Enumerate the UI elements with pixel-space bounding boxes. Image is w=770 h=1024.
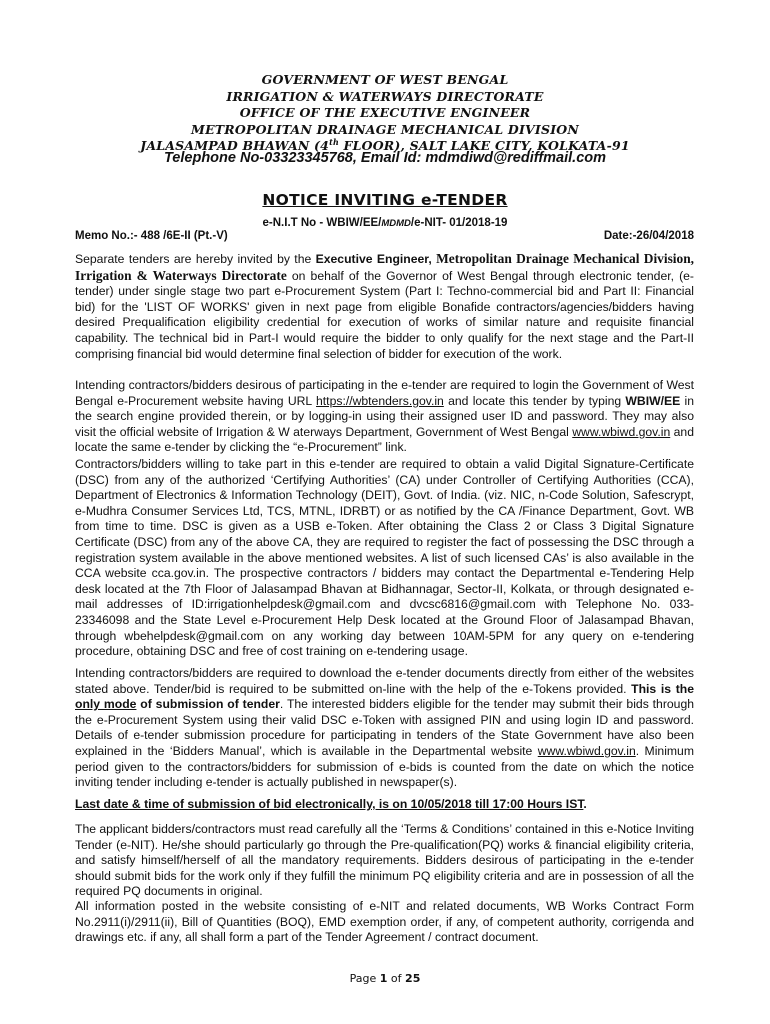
notice-title: NOTICE INVITING e-TENDER bbox=[262, 191, 508, 209]
page-total: 25 bbox=[405, 972, 421, 985]
p4-only-mode: only mode bbox=[75, 697, 137, 712]
wbiwd-link[interactable]: www.wbiwd.gov.in bbox=[572, 424, 671, 439]
p2-text-b: and locate this tender by typing bbox=[443, 393, 626, 408]
p4-text-c: . The interested bidders eligible for the tender may submit their bids through the e-Procurement System using their valid DSC e-Token with assigned PIN and using login ID and password. Details of e-tender submission procedure for participating in tenders of the State Government have also been explained in the ‘Bidders Manual’, which is available in the Departmental website bbox=[75, 697, 694, 758]
enit-part2: /e-NIT- 01/2018-19 bbox=[410, 217, 508, 229]
p4-text-a: Intending contractors/bidders are required to download the e-tender documents directly from either of the websites stated above. Tender/bid is required to be submitted on-line with the help of the e-Tokens provided. bbox=[75, 666, 694, 696]
page-label: Page bbox=[349, 972, 380, 985]
enit-part1: e-N.I.T No - WBIW/EE/ bbox=[262, 217, 382, 229]
last-date-period: . bbox=[583, 797, 587, 811]
p2-text-d: and locate the same e-tender by clicking the “e-Procurement” link. bbox=[75, 424, 694, 455]
header-address-part1: JALASAMPAD BHAWAN (4 bbox=[140, 138, 330, 154]
page-number: 1 bbox=[379, 972, 388, 985]
header-directorate: IRRIGATION & WATERWAYS DIRECTORATE bbox=[226, 89, 544, 104]
memo-date: Date:-26/04/2018 bbox=[603, 230, 694, 242]
enit-number bbox=[0, 217, 770, 229]
paragraph-dsc bbox=[75, 457, 694, 660]
paragraph-information bbox=[75, 899, 694, 946]
p1-text-a: Separate tenders are hereby invited by the bbox=[75, 252, 316, 266]
header-government: GOVERNMENT OF WEST BENGAL bbox=[261, 72, 509, 87]
paragraph-last-date bbox=[75, 797, 694, 813]
wbtenders-link[interactable]: https://wbtenders.gov.in bbox=[316, 393, 444, 408]
p6-text: The applicant bidders/contractors must read carefully all the ‘Terms & Conditions’ contained in this e-Notice Inviting Tender (e-NIT). He/she should particularly go through the Pre-qualification(PQ) works & financial eligibility criteria, and satisfy himself/herself of all the mandatory requirements. Bidders desirous of participating in the e-tender should submit bids for the work only if they fulfill the minimum PQ eligibility criteria and are in possession of all the required PQ documents in original. bbox=[75, 822, 694, 899]
header-division: METROPOLITAN DRAINAGE MECHANICAL DIVISION bbox=[191, 122, 579, 137]
page-footer bbox=[0, 972, 770, 985]
header-telephone-email: Telephone No-03323345768, Email Id: mdmdiwd@rediffmail.com bbox=[163, 150, 607, 166]
p2-search-term: WBIW/EE bbox=[625, 393, 681, 408]
wbiwd-link-2[interactable]: www.wbiwd.gov.in bbox=[537, 743, 636, 758]
memo-number: Memo No.:- 488 /6E-II (Pt.-V) bbox=[75, 230, 228, 242]
p1-executive-engineer: Executive Engineer bbox=[315, 252, 429, 266]
p4-bold-1: This is the bbox=[631, 681, 694, 696]
paragraph-terms bbox=[75, 822, 694, 900]
header-office: OFFICE OF THE EXECUTIVE ENGINEER bbox=[239, 105, 531, 120]
last-date-text: Last date & time of submission of bid electronically, is on 10/05/2018 till 17:00 Hours IST bbox=[75, 797, 584, 811]
p1-comma: , bbox=[428, 252, 437, 266]
paragraph-download bbox=[75, 666, 694, 791]
p4-text-d: . Minimum period given to the contractors/bidders for submission of e-bids is counted from the date on which the notice inviting tender including e-tender is actually published in newspaper(s). bbox=[75, 743, 694, 790]
p7-text: All information posted in the website consisting of e-NIT and related documents, WB Works Contract Form No.2911(i)/2911(ii), Bill of Quantities (BOQ), EMD exemption order, if any, of competent authority, corrigenda and drawings etc. if any, all shall form a part of the Tender Agreement / contract document. bbox=[75, 899, 694, 945]
page-of-label: of bbox=[387, 972, 406, 985]
header-address-sup: th bbox=[329, 137, 339, 147]
p2-text-c: in the search engine provided therein, or by logging-in using their assigned user ID and password. They may also visit the official website of Irrigation & W aterways Department, Government of West Bengal bbox=[75, 393, 695, 439]
header-address-part2: FLOOR), SALT LAKE CITY, KOLKATA-91 bbox=[338, 138, 630, 154]
p4-bold-2: of submission of tender bbox=[136, 697, 280, 712]
p1-text-d: on behalf of the Governor of West Bengal through electronic tender, (e-tender) under single stage two part e-Procurement System (Part I: Techno-commercial bid and Part II: Financial bid) for the 'LIST OF WORKS' given in next page from eligible Bonafide contractors/agencies/bidders having desired Prequalification eligibility credential for execution of works of similar nature and requisite financial capability. The technical bid in Part-I would require the bidder to only qualify for the next stage and the Part-II comprising financial bid would determine final selection of bidder for execution of the work. bbox=[75, 268, 694, 361]
enit-italic: MDMD bbox=[381, 218, 411, 229]
paragraph-login bbox=[75, 378, 694, 456]
p2-text-a: Intending contractors/bidders desirous of participating in the e-tender are required to login the Government of West Bengal e-Procurement website having URL bbox=[75, 378, 694, 408]
paragraph-invitation bbox=[75, 251, 694, 362]
p3-text: Contractors/bidders willing to take part in this e-tender are required to obtain a valid Digital Signature-Certificate (DSC) from any of the authorized ‘Certifying Authorities’ (CA) under Controller of Certifying Authorities (CCA), Department of Electronics & Information Technology (DEIT), Govt. of India. (viz. NIC, n-Code Solution, Safescrypt, e-Mudhra Consumer Services Ltd, TCS, MTNL, IDRBT) or as notified by the CA /Finance Department, Govt. WB from time to time. DSC is given as a USB e-Token. After obtaining the Class 2 or Class 3 Digital Signature Certificate (DSC) from any of the above CA, they are required to register the fact of possessing the DSC through a registration system available in the above mentioned websites. A list of such licensed CAs’ is also available in the CCA website cca.gov.in. The prospective contractors / bidders may contact the Departmental e-Tendering Help desk located at the 7th Floor of Jalasampad Bhavan at Bidhannagar, Sector-II, Kolkata, or through designated e-mail addresses of ID:irrigationhelpdesk@gmail.com and dvcsc6816@gmail.com with Telephone No. 033-23346098 and the State Level e-Procurement Help Desk located at the Ground Floor of Jalasampad Bhavan, through wbehelpdesk@gmail.com on any working day between 10AM-5PM for any query on e-tendering procedure, obtaining DSC and free of cost training on e-tendering usage. bbox=[75, 457, 694, 659]
p1-division-name: Metropolitan Drainage Mechanical Division, Irrigation & Waterways Directorate bbox=[75, 251, 695, 283]
